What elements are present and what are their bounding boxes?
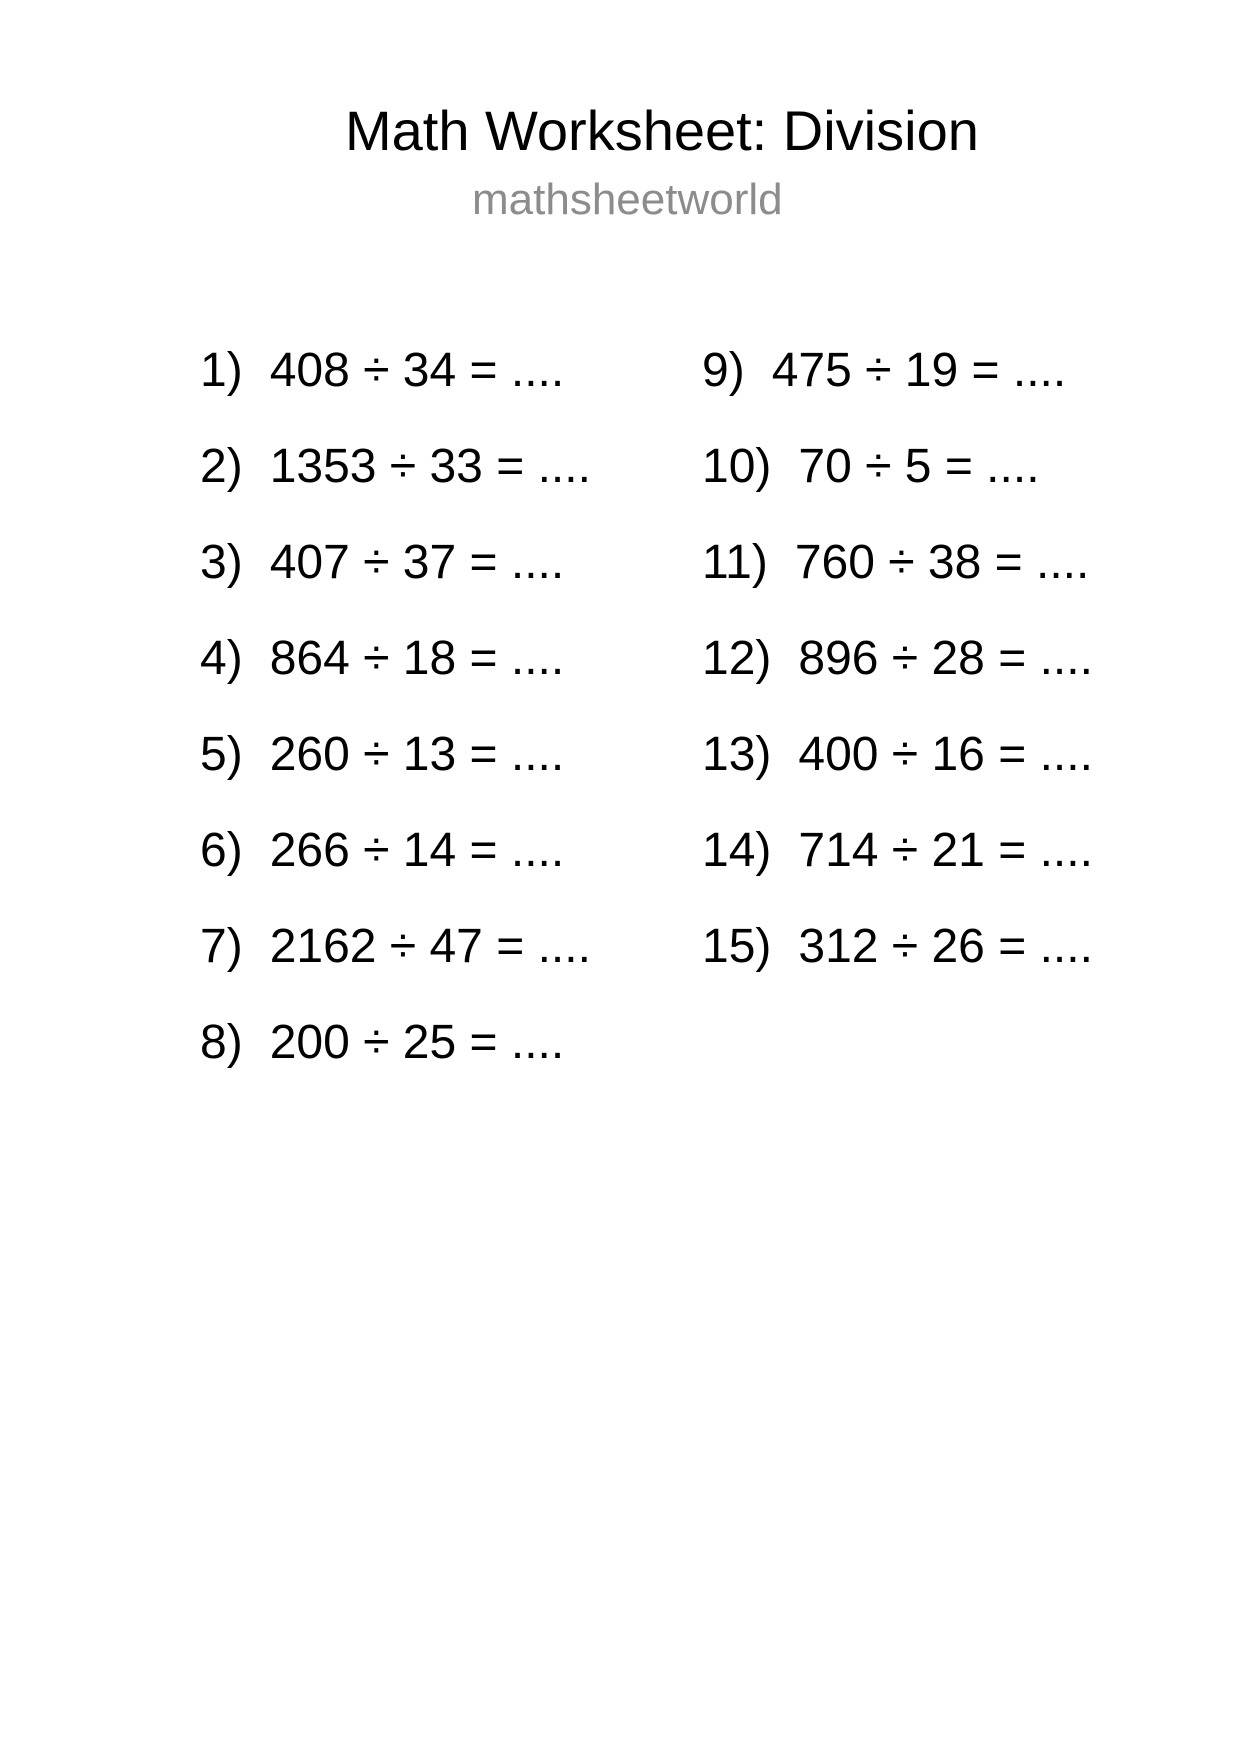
problem-number: 1) — [200, 344, 243, 397]
problem-number: 8) — [200, 1016, 243, 1069]
problem-number: 15) — [702, 920, 772, 973]
problem-row — [200, 995, 591, 1091]
problem-number: 13) — [702, 728, 772, 781]
problem-row — [200, 515, 591, 611]
problem-row — [702, 899, 1093, 995]
problem-number: 10) — [702, 440, 772, 493]
problem-number: 9) — [702, 344, 745, 397]
problem-expression: 896 ÷ 28 = .... — [798, 632, 1093, 685]
problem-row — [200, 899, 591, 995]
problem-row — [200, 803, 591, 899]
problem-row — [702, 803, 1093, 899]
problem-row — [200, 419, 591, 515]
problem-expression: 400 ÷ 16 = .... — [798, 728, 1093, 781]
problem-expression: 714 ÷ 21 = .... — [798, 824, 1093, 877]
problem-row — [702, 515, 1093, 611]
worksheet-title: Math Worksheet: Division — [345, 99, 979, 162]
worksheet-subtitle: mathsheetworld — [472, 175, 783, 224]
problem-number: 5) — [200, 728, 243, 781]
problem-expression: 1353 ÷ 33 = .... — [269, 440, 591, 493]
problem-number: 4) — [200, 632, 243, 685]
problems-right-column — [702, 323, 1093, 995]
problem-expression: 408 ÷ 34 = .... — [269, 344, 565, 397]
problem-number: 12) — [702, 632, 772, 685]
problem-row — [702, 611, 1093, 707]
problem-expression: 760 ÷ 38 = .... — [794, 536, 1090, 589]
problem-expression: 200 ÷ 25 = .... — [269, 1016, 565, 1069]
problem-row — [200, 707, 591, 803]
problem-row — [200, 611, 591, 707]
problem-expression: 260 ÷ 13 = .... — [269, 728, 565, 781]
problem-row — [200, 323, 591, 419]
problems-left-column — [200, 323, 591, 1091]
problem-number: 11) — [702, 536, 768, 589]
problem-number: 14) — [702, 824, 772, 877]
problem-expression: 70 ÷ 5 = .... — [798, 440, 1040, 493]
problem-expression: 864 ÷ 18 = .... — [269, 632, 565, 685]
problem-row — [702, 419, 1093, 515]
problem-expression: 312 ÷ 26 = .... — [798, 920, 1093, 973]
problem-number: 7) — [200, 920, 243, 973]
problem-expression: 475 ÷ 19 = .... — [771, 344, 1067, 397]
problem-row — [702, 323, 1093, 419]
problem-number: 6) — [200, 824, 243, 877]
problem-expression: 2162 ÷ 47 = .... — [269, 920, 591, 973]
problem-expression: 266 ÷ 14 = .... — [269, 824, 565, 877]
problem-row — [702, 707, 1093, 803]
problem-expression: 407 ÷ 37 = .... — [269, 536, 565, 589]
problem-number: 3) — [200, 536, 243, 589]
problem-number: 2) — [200, 440, 243, 493]
